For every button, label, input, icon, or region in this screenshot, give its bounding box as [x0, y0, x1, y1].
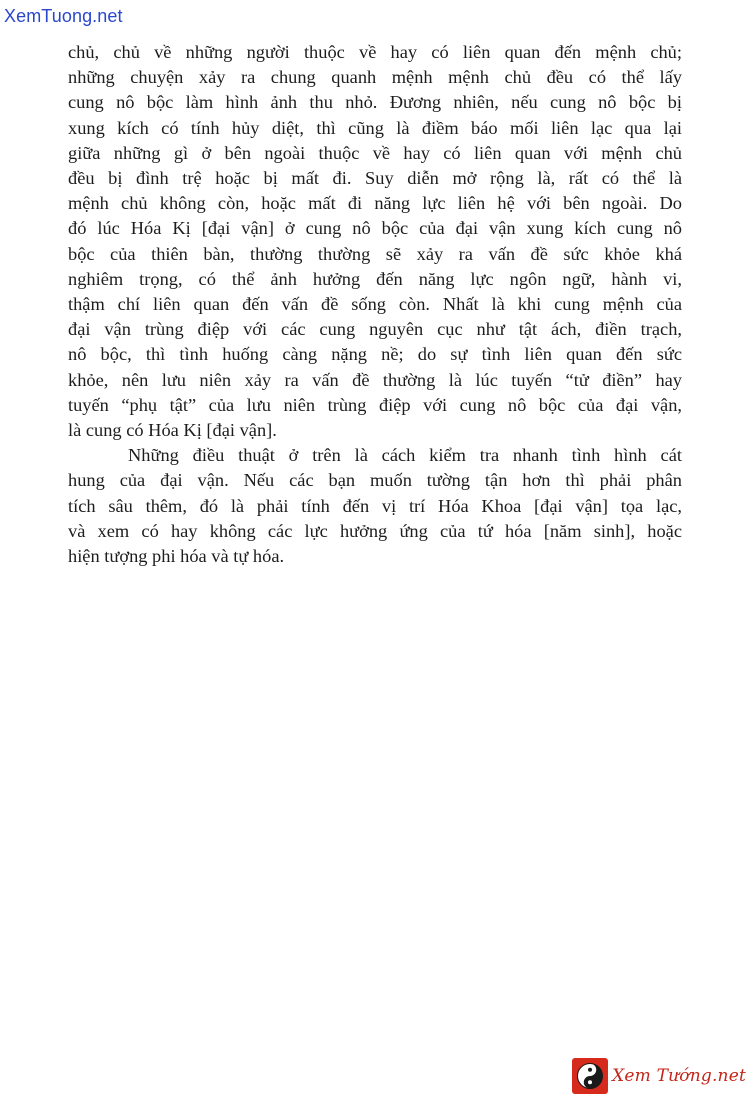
logo-text: Xem Tướng.net: [612, 1066, 746, 1086]
text-line: xung kích có tính hủy diệt, thì cũng là điềm báo mối liên lạc qua lại: [68, 117, 682, 138]
text-line: là cung có Hóa Kị [đại vận].: [68, 420, 277, 441]
yin-yang-icon: [572, 1058, 608, 1094]
text-line: mệnh chủ không còn, hoặc mất đi năng lực liên hệ với bên ngoài. Do: [68, 193, 682, 214]
text-line: bộc của thiên bàn, thường thường sẽ xảy ra vấn đề sức khỏe khá: [68, 243, 682, 264]
site-label[interactable]: XemTuong.net: [4, 6, 123, 26]
text-line: hung của đại vận. Nếu các bạn muốn tường tận hơn thì phải phân: [68, 470, 682, 491]
paragraph-1: [68, 40, 682, 443]
text-line: và xem có hay không các lực hưởng ứng của tứ hóa [năm sinh], hoặc: [68, 520, 682, 541]
text-line: giữa những gì ở bên ngoài thuộc về hay có liên quan với mệnh chủ: [68, 142, 682, 163]
text-line: đều bị đình trệ hoặc bị mất đi. Suy diễn mở rộng là, rất có thể là: [68, 168, 682, 189]
text-line: tuyến “phụ tật” của lưu niên trùng điệp với cung nô bộc của đại vận,: [68, 394, 682, 415]
text-line: khỏe, nên lưu niên xảy ra vấn đề thường là lúc tuyến “tử điền” hay: [68, 369, 682, 390]
text-line: thậm chí liên quan đến vấn đề sống còn. Nhất là khi cung mệnh của: [68, 294, 682, 315]
footer-logo[interactable]: [572, 1058, 746, 1094]
text-line: đó lúc Hóa Kị [đại vận] ở cung nô bộc của đại vận xung kích cung nô: [68, 218, 682, 239]
text-line: tích sâu thêm, đó là phải tính đến vị trí Hóa Khoa [đại vận] tọa lạc,: [68, 495, 682, 516]
paragraph-2: [68, 443, 682, 569]
text-line: cung nô bộc làm hình ảnh thu nhỏ. Đương nhiên, nếu cung nô bộc bị: [68, 92, 682, 113]
text-line: hiện tượng phi hóa và tự hóa.: [68, 546, 285, 567]
text-line: Những điều thuật ở trên là cách kiểm tra nhanh tình hình cát: [128, 445, 682, 466]
text-line: đại vận trùng điệp với các cung nguyên cục như tật ách, điền trạch,: [68, 319, 682, 340]
text-line: nô bộc, thì tình huống càng nặng nề; do sự tình liên quan đến sức: [68, 344, 682, 365]
document-body: [68, 40, 682, 569]
text-line: nghiêm trọng, có thể ảnh hưởng đến năng lực ngôn ngữ, hành vi,: [68, 268, 682, 289]
text-line: chủ, chủ về những người thuộc về hay có liên quan đến mệnh chủ;: [68, 42, 682, 62]
text-line: những chuyện xảy ra chung quanh mệnh mệnh chủ đều có thể lấy: [68, 67, 682, 88]
